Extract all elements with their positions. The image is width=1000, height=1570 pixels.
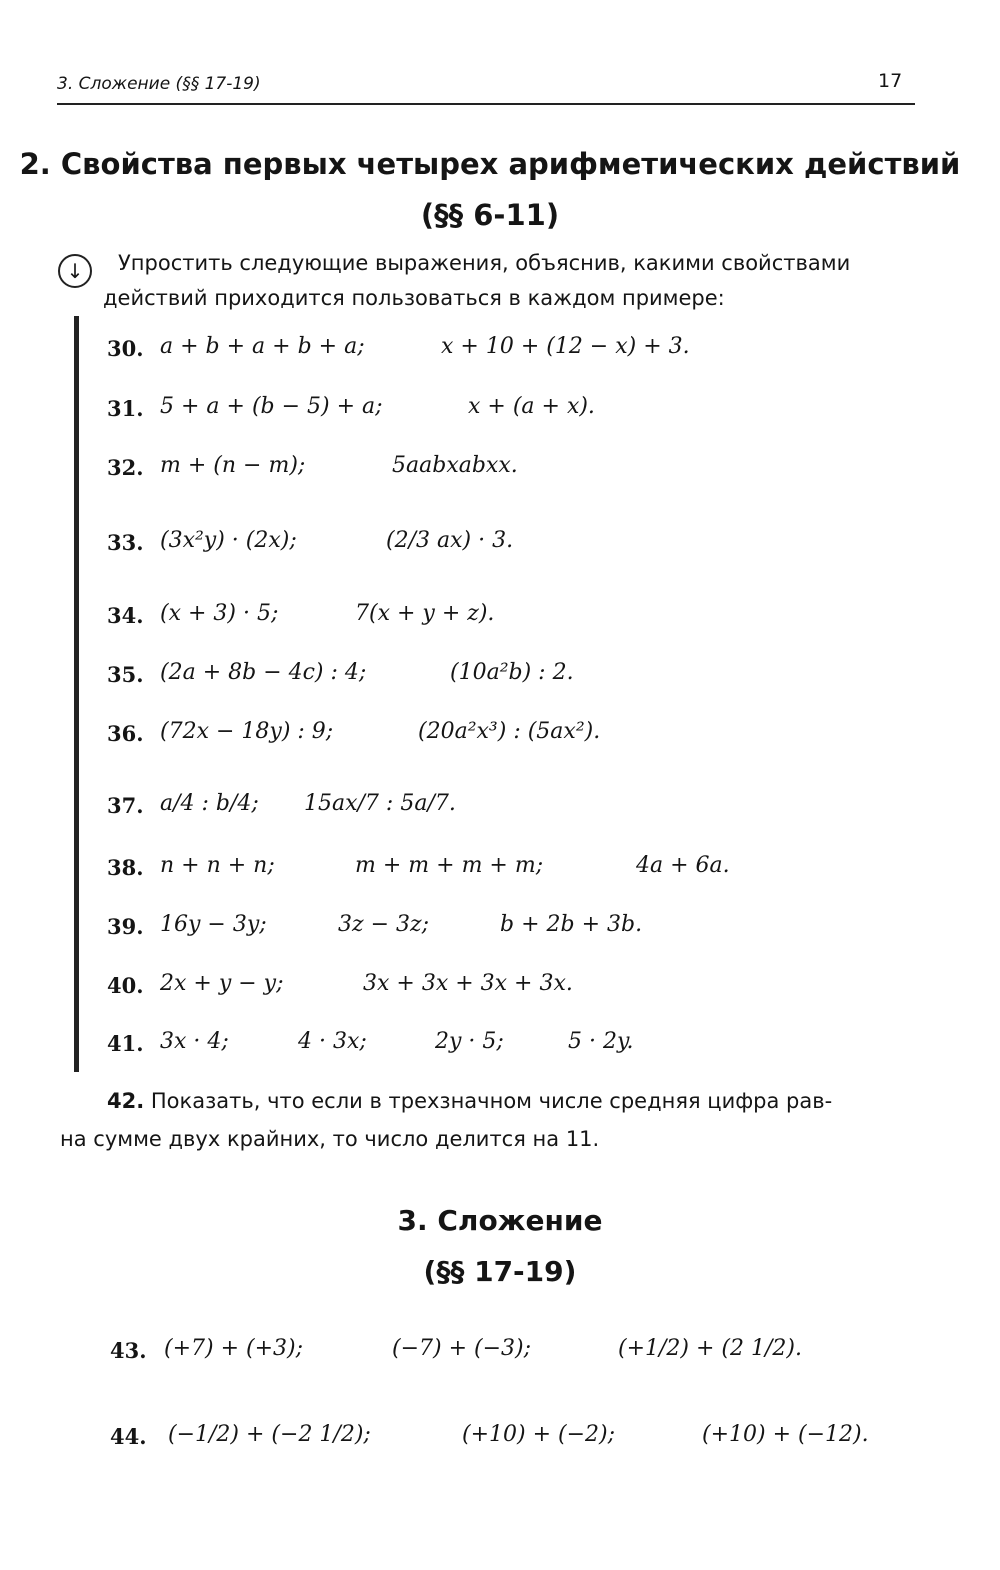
exercise-number: 32. <box>107 455 144 480</box>
down-arrow-icon: ↓ <box>58 254 92 288</box>
exercise-item: (72x − 18y) : 9; <box>160 719 334 744</box>
exercise-item: m + (n − m); <box>160 453 306 478</box>
exercise-item: (3x²y) · (2x); <box>160 528 297 553</box>
exercise-number: 33. <box>107 530 144 555</box>
section-subtitle: (§§ 17-19) <box>423 1255 577 1288</box>
exercise-item: 5 + a + (b − 5) + a; <box>160 394 383 419</box>
exercise-item: (+10) + (−12). <box>702 1422 869 1447</box>
page-number: 17 <box>878 70 903 92</box>
section-subtitle: (§§ 6-11) <box>420 198 560 232</box>
exercise-number: 41. <box>107 1031 144 1056</box>
exercise-item: (−1/2) + (−2 1/2); <box>168 1422 371 1447</box>
exercise-number: 43. <box>110 1338 147 1363</box>
exercise-number: 38. <box>107 855 144 880</box>
section-title: 2. Свойства первых четырех арифметических действий <box>19 147 961 181</box>
exercise-item: 7(x + y + z). <box>355 601 495 626</box>
exercise-number: 30. <box>107 336 144 361</box>
exercise-item: a/4 : b/4; <box>160 791 259 816</box>
task-intro-line1: Упростить следующие выражения, объяснив, какими свойствами <box>118 251 851 275</box>
exercise-item: 4a + 6a. <box>636 853 730 878</box>
exercise-item: a + b + a + b + a; <box>160 334 365 359</box>
exercise-number: 37. <box>107 793 144 818</box>
exercise-item: 5aabxabxx. <box>392 453 518 478</box>
task-intro-line2: действий приходится пользоваться в каждом примере: <box>103 286 725 310</box>
header-rule <box>57 103 915 105</box>
exercise-number: 31. <box>107 396 144 421</box>
exercise-item: (+10) + (−2); <box>462 1422 616 1447</box>
exercise-item: m + m + m + m; <box>355 853 544 878</box>
exercise-item: 2x + y − y; <box>160 971 284 996</box>
problem-42-line2: на сумме двух крайних, то число делится на 11. <box>60 1127 600 1151</box>
exercise-item: (10a²b) : 2. <box>450 660 574 685</box>
running-header: 3. Сложение (§§ 17-19) <box>57 74 261 94</box>
exercise-item: 4 · 3x; <box>298 1029 367 1054</box>
exercise-item: (+1/2) + (2 1/2). <box>618 1336 802 1361</box>
exercise-item: (+7) + (+3); <box>164 1336 304 1361</box>
exercise-item: x + (a + x). <box>468 394 595 419</box>
exercise-number: 34. <box>107 603 144 628</box>
exercise-item: 5 · 2y. <box>568 1029 634 1054</box>
exercise-item: x + 10 + (12 − x) + 3. <box>441 334 690 359</box>
exercise-item: 16y − 3y; <box>160 912 267 937</box>
exercise-item: n + n + n; <box>160 853 275 878</box>
exercise-item: 3z − 3z; <box>338 912 430 937</box>
exercise-item: (2a + 8b − 4c) : 4; <box>160 660 367 685</box>
exercise-number: 36. <box>107 721 144 746</box>
problem-number: 42. <box>107 1089 145 1113</box>
problem-42-line1 <box>107 1089 832 1113</box>
exercise-number: 35. <box>107 662 144 687</box>
exercise-item: b + 2b + 3b. <box>500 912 643 937</box>
exercise-item: 3x + 3x + 3x + 3x. <box>363 971 573 996</box>
exercise-item: (20a²x³) : (5ax²). <box>418 719 601 744</box>
exercise-number: 40. <box>107 973 144 998</box>
exercise-number: 39. <box>107 914 144 939</box>
exercise-item: 2y · 5; <box>435 1029 504 1054</box>
problem-text: Показать, что если в трехзначном числе средняя цифра рав- <box>150 1089 833 1113</box>
exercise-item: (x + 3) · 5; <box>160 601 279 626</box>
exercise-item: (2/3 ax) · 3. <box>386 528 514 553</box>
exercise-item: 3x · 4; <box>160 1029 229 1054</box>
section-title: 3. Сложение <box>397 1204 603 1237</box>
exercise-group-bar <box>74 316 79 1072</box>
exercise-item: 15ax/7 : 5a/7. <box>304 791 456 816</box>
exercise-item: (−7) + (−3); <box>392 1336 532 1361</box>
exercise-number: 44. <box>110 1424 147 1449</box>
